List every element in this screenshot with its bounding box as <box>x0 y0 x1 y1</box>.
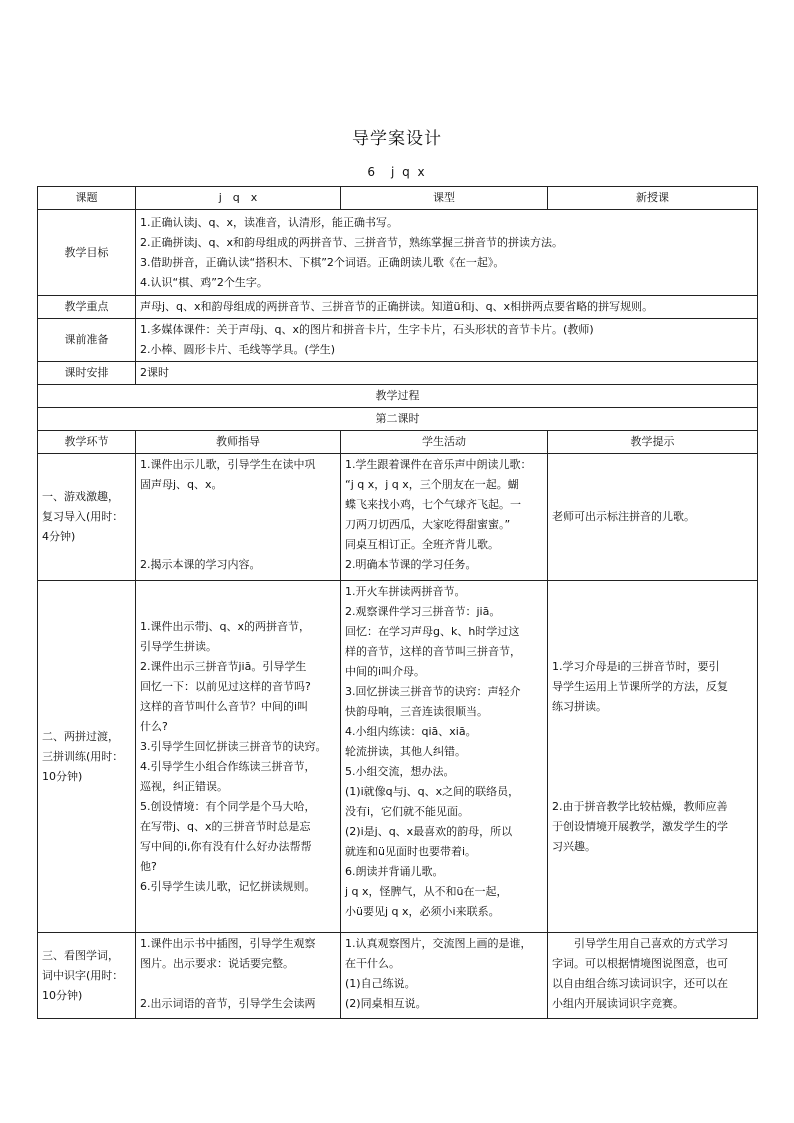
schedule-row <box>38 362 758 385</box>
teacher-line: 他? <box>140 859 157 873</box>
hint-line: 以自由组合练习读词识字，还可以在 <box>552 977 728 990</box>
stage-name-line: 三拼训练(用时： <box>42 749 124 763</box>
teacher-line: 6.引导学生读儿歌，记忆拼读规则。 <box>140 879 316 893</box>
teacher-line: 在写带j、q、x的三拼音节时总是忘 <box>140 819 311 833</box>
prep-item: 1.多媒体课件：关于声母j、q、x的图片和拼音卡片，生字卡片，石头形状的音节卡片。(教师) <box>140 323 594 336</box>
student-line: 1.学生跟着课件在音乐声中朗读儿歌： <box>345 458 532 471</box>
stage-row-2 <box>38 581 758 933</box>
stage-name <box>38 581 136 933</box>
teacher-line: 3.引导学生回忆拼读三拼音节的诀窍。 <box>140 739 327 753</box>
hint-line: 引导学生用自己喜欢的方式学习 <box>574 937 728 950</box>
student-line: 3.回忆拼读三拼音节的诀窍：声轻介 <box>345 685 521 698</box>
teacher-line: 回忆一下：以前见过这样的音节吗? <box>140 679 311 693</box>
student-activity <box>341 581 548 933</box>
teacher-line: 2.课件出示三拼音节jiā。引导学生 <box>140 659 307 673</box>
lesson-plan-table <box>37 186 758 1019</box>
student-line: (2)i是j、q、x最喜欢的韵母，所以 <box>345 825 513 838</box>
stage-name <box>38 454 136 581</box>
student-line: 中间的i叫介母。 <box>345 665 426 678</box>
col-header-student: 学生活动 <box>341 431 548 454</box>
col-header-stage: 教学环节 <box>38 431 136 454</box>
student-line: 样的音节，这样的音节叫三拼音节， <box>345 645 521 658</box>
topic-value: j q x <box>136 187 341 210</box>
teacher-line: 什么? <box>140 719 168 733</box>
teaching-hint <box>548 933 758 1019</box>
student-line: 1.开火车拼读两拼音节。 <box>345 585 466 598</box>
student-activity <box>341 454 548 581</box>
prep-label: 课前准备 <box>38 319 136 362</box>
goal-item: 4.认识“棋、鸡”2个生字。 <box>140 275 268 289</box>
teacher-guidance <box>136 454 341 581</box>
session-title: 第二课时 <box>38 408 758 431</box>
stage-name-line: 一、游戏激趣， <box>42 490 119 503</box>
key-points-text: 声母j、q、x和韵母组成的两拼音节、三拼音节的正确拼读。知道ü和j、q、x相拼两点要省略的拼写规则。 <box>136 296 758 319</box>
schedule-label: 课时安排 <box>38 362 136 385</box>
hint-line: 小组内开展读词识字竞赛。 <box>552 997 684 1010</box>
student-line: 1.认真观察图片，交流图上画的是谁， <box>345 937 532 950</box>
goals-content <box>136 210 758 296</box>
stage-name-line: 二、两拼过渡， <box>42 729 119 743</box>
student-line: 5.小组交流，想办法。 <box>345 765 455 778</box>
document-title: 导学案设计 <box>352 129 442 149</box>
student-line: (2)同桌相互说。 <box>345 997 427 1010</box>
hint-line: 2.由于拼音教学比较枯燥，教师应善 <box>552 799 728 813</box>
topic-label: 课题 <box>38 187 136 210</box>
stage-name-line: 4分钟) <box>42 530 76 543</box>
student-line: 2.观察课件学习三拼音节：jiā。 <box>345 605 501 618</box>
prep-item: 2.小棒、圆形卡片、毛线等学具。(学生) <box>140 343 336 356</box>
goal-item: 1.正确认读j、q、x，读准音，认清形，能正确书写。 <box>140 215 399 229</box>
header-row <box>38 187 758 210</box>
schedule-value: 2课时 <box>136 362 758 385</box>
hint-line: 导学生运用上节课所学的方法，反复 <box>552 679 728 693</box>
student-activity <box>341 933 548 1019</box>
col-header-teacher: 教师指导 <box>136 431 341 454</box>
teacher-line: 4.引导学生小组合作练读三拼音节， <box>140 759 316 773</box>
stage-row-3 <box>38 933 758 1019</box>
student-line: 刀两刀切西瓜，大家吃得甜蜜蜜。” <box>345 518 511 531</box>
teacher-line: 5.创设情境：有个同学是个马大哈， <box>140 799 316 813</box>
process-title-row <box>38 385 758 408</box>
student-line: 小ü要见j q x，必须小i来联系。 <box>345 905 500 918</box>
hint-line: 于创设情境开展教学，激发学生的学 <box>552 819 728 833</box>
process-title: 教学过程 <box>38 385 758 408</box>
teacher-line: 1.课件出示带j、q、x的两拼音节， <box>140 619 311 633</box>
goals-label: 教学目标 <box>38 210 136 296</box>
student-line: 2.明确本节课的学习任务。 <box>345 558 477 571</box>
student-line: (1)自己练说。 <box>345 977 416 990</box>
teacher-line: 2.揭示本课的学习内容。 <box>140 558 261 571</box>
stage-row-1 <box>38 454 758 581</box>
hint-line: 1.学习介母是i的三拼音节时，要引 <box>552 659 720 673</box>
student-line: 回忆：在学习声母g、k、h时学过这 <box>345 625 520 638</box>
hint-line: 习兴趣。 <box>552 839 596 853</box>
stage-name-line: 复习导入(用时： <box>42 510 124 523</box>
teacher-guidance <box>136 581 341 933</box>
hint-line: 老师可出示标注拼音的儿歌。 <box>552 510 695 523</box>
prep-row <box>38 319 758 362</box>
teacher-line: 1.课件出示儿歌，引导学生在读中巩 <box>140 458 316 471</box>
lesson-subtitle: 6 j q x <box>367 165 427 179</box>
teacher-line: 引导学生拼读。 <box>140 639 217 653</box>
student-line: (1)i就像q与j、q、x之间的联络员， <box>345 785 520 798</box>
stage-name-line: 10分钟) <box>42 988 83 1002</box>
stage-name-line: 词中识字(用时： <box>42 968 124 982</box>
teaching-hint <box>548 454 758 581</box>
student-line: 快韵母响，三音连读很顺当。 <box>345 705 488 718</box>
student-line: 4.小组内练读：qiā、xiā。 <box>345 725 477 738</box>
student-line: 蝶飞来找小鸡，七个气球齐飞起。一 <box>345 498 521 511</box>
stage-name <box>38 933 136 1019</box>
column-header-row <box>38 431 758 454</box>
teaching-hint <box>548 581 758 933</box>
session-title-row <box>38 408 758 431</box>
hint-line: 练习拼读。 <box>552 699 607 713</box>
teacher-line: 这样的音节叫什么音节？中间的i叫 <box>140 699 309 713</box>
student-line: 同桌互相订正。全班齐背儿歌。 <box>345 538 499 551</box>
teacher-line: 写中间的i,你有没有什么好办法帮帮 <box>140 839 312 853</box>
goal-item: 3.借助拼音，正确认读“搭积木、下棋”2个词语。正确朗读儿歌《在一起》。 <box>140 255 505 269</box>
hint-line: 字词。可以根据情境图说图意，也可 <box>552 957 728 970</box>
teacher-line: 1.课件出示书中插图，引导学生观察 <box>140 937 316 950</box>
student-line: 就连和ü见面时也要带着i。 <box>345 845 477 858</box>
student-line: 在干什么。 <box>345 957 400 970</box>
student-line: 没有i，它们就不能见面。 <box>345 805 470 818</box>
col-header-hint: 教学提示 <box>548 431 758 454</box>
teacher-line: 巡视，纠正错误。 <box>140 779 228 793</box>
teacher-guidance <box>136 933 341 1019</box>
student-line: j q x，怪脾气，从不和ü在一起， <box>345 885 508 898</box>
stage-name-line: 三、看图学词， <box>42 948 119 962</box>
prep-content <box>136 319 758 362</box>
student-line: 6.朗读并背诵儿歌。 <box>345 865 444 878</box>
type-value: 新授课 <box>548 187 758 210</box>
teacher-line: 2.出示词语的音节，引导学生会读两 <box>140 997 316 1010</box>
teacher-line: 固声母j、q、x。 <box>140 478 223 491</box>
teacher-line: 图片。出示要求：说话要完整。 <box>140 957 294 970</box>
goals-row <box>38 210 758 296</box>
stage-name-line: 10分钟) <box>42 769 83 783</box>
student-line: 轮流拼读，其他人纠错。 <box>345 745 466 758</box>
type-label: 课型 <box>341 187 548 210</box>
student-line: “j q x，j q x，三个朋友在一起。蝴 <box>345 478 519 491</box>
key-points-row <box>38 296 758 319</box>
goal-item: 2.正确拼读j、q、x和韵母组成的两拼音节、三拼音节，熟练掌握三拼音节的拼读方法。 <box>140 235 564 249</box>
key-points-label: 教学重点 <box>38 296 136 319</box>
